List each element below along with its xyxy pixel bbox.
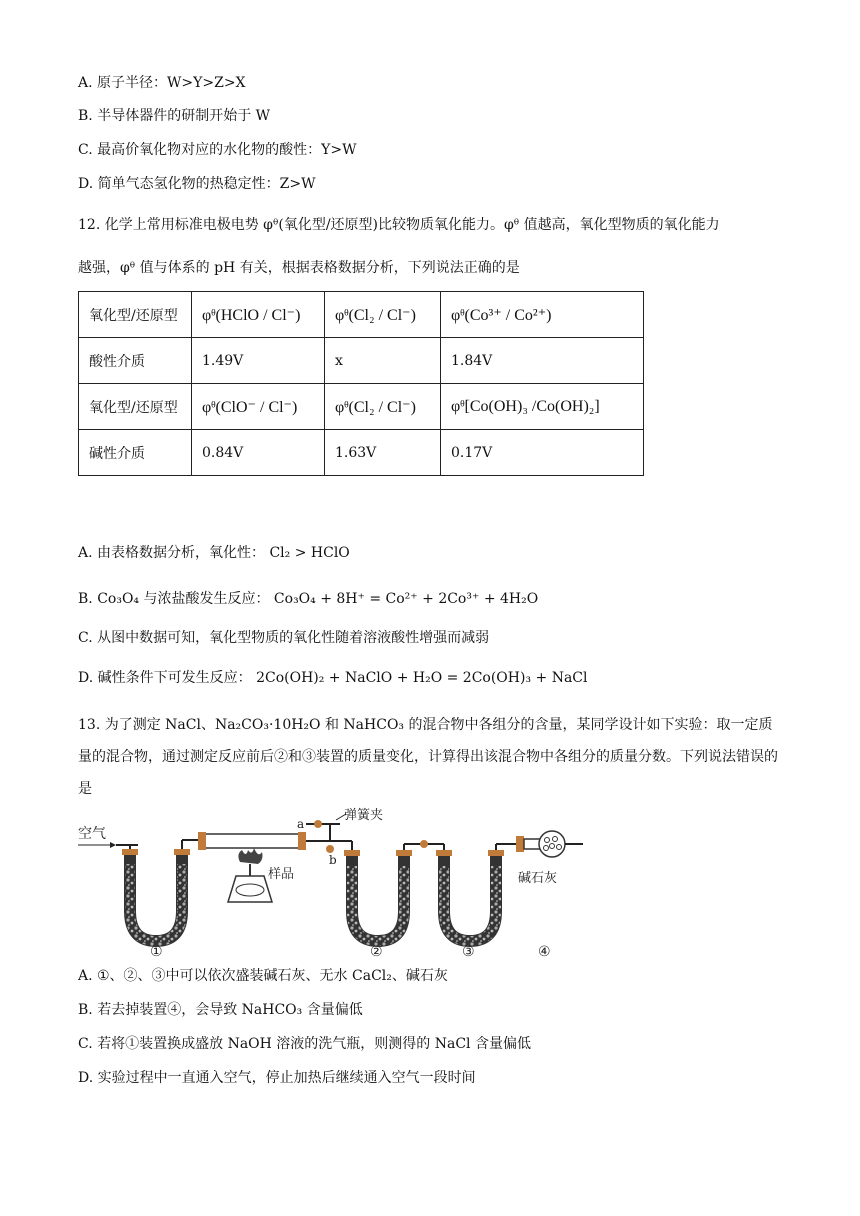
- q11-option-b: B. 半导体器件的研制开始于 W: [78, 108, 271, 124]
- q11-option-d: D. 简单气态氢化物的热稳定性：Z>W: [78, 176, 316, 192]
- table-cell: 0.84V: [192, 430, 325, 476]
- spring-clip: [306, 814, 346, 853]
- q13-option-a: A. ①、②、③中可以依次盛装碱石灰、无水 CaCl₂、碱石灰: [78, 968, 448, 984]
- q13-option-b: B. 若去掉装置④，会导致 NaHCO₃ 含量偏低: [78, 1002, 363, 1018]
- table-row: [79, 338, 644, 384]
- clip-label: 弹簧夹: [344, 808, 384, 823]
- q12-stem-line2: 越强，φᶿ 值与体系的 pH 有关，根据表格数据分析，下列说法正确的是: [78, 260, 520, 276]
- q12-option-a: A. 由表格数据分析，氧化性： Cl₂ > HClO: [78, 545, 350, 561]
- q13-option-d: D. 实验过程中一直通入空气，停止加热后继续通入空气一段时间: [78, 1070, 476, 1086]
- table-row: [79, 292, 644, 338]
- table-cell: 1.63V: [325, 430, 441, 476]
- unit-label-3: ③: [462, 944, 475, 958]
- sample-label: 样品: [268, 867, 295, 882]
- heated-tube: [198, 832, 330, 850]
- table-cell: 氧化型/还原型: [79, 292, 192, 338]
- q11-option-c: C. 最高价氧化物对应的水化物的酸性：Y>W: [78, 142, 357, 158]
- unit-label-4: ④: [538, 944, 551, 958]
- table-cell: 酸性介质: [79, 338, 192, 384]
- q12-option-d: D. 碱性条件下可发生反应： 2Co(OH)₂ + NaClO + H₂O = 2Co(OH)₃ + NaCl: [78, 670, 588, 686]
- table-cell: φᶿ(ClO⁻ / Cl⁻): [192, 384, 325, 430]
- alcohol-burner: [228, 848, 272, 902]
- u-tube-1: [122, 840, 202, 941]
- table-cell: 1.49V: [192, 338, 325, 384]
- unit-label-1: ①: [150, 944, 163, 958]
- table-cell: φᶿ(Co³⁺ / Co²⁺): [441, 292, 644, 338]
- arrow-head-icon: [110, 842, 116, 848]
- q13-option-c: C. 若将①装置换成盛放 NaOH 溶液的洗气瓶，则测得的 NaCl 含量偏低: [78, 1036, 531, 1052]
- table-cell: φᶿ(Cl₂ / Cl⁻): [325, 292, 441, 338]
- soda-lime-label: 碱石灰: [518, 871, 558, 886]
- a-label: a: [297, 817, 305, 831]
- q12-stem-line1: 12. 化学上常用标准电极电势 φᶿ(氧化型/还原型)比较物质氧化能力。φᶿ 值越高，氧化型物质的氧化能力: [78, 217, 720, 233]
- table-cell: 0.17V: [441, 430, 644, 476]
- table-cell: 1.84V: [441, 338, 644, 384]
- q11-option-a: A. 原子半径：W>Y>Z>X: [78, 75, 246, 91]
- apparatus-figure: [78, 806, 588, 958]
- unit-label-2: ②: [370, 944, 383, 958]
- drying-tube: [516, 831, 583, 857]
- q13-stem: 13. 为了测定 NaCl、Na₂CO₃·10H₂O 和 NaHCO₃ 的混合物中各组分的含量，某同学设计如下实验：取一定质量的混合物，通过测定反应前后②和③装置的质量变化，计算得出该混合物中各组分的质量分数。下列说法错误的是: [78, 717, 778, 797]
- table-cell: 氧化型/还原型: [79, 384, 192, 430]
- table-cell: x: [325, 338, 441, 384]
- q12-option-c: C. 从图中数据可知，氧化型物质的氧化性随着溶液酸性增强而减弱: [78, 630, 490, 646]
- table-row: [79, 430, 644, 476]
- u-tube-2: [344, 840, 444, 941]
- table-cell: 碱性介质: [79, 430, 192, 476]
- table-cell: φᶿ(HClO / Cl⁻): [192, 292, 325, 338]
- table-cell: φᶿ(Cl₂ / Cl⁻): [325, 384, 441, 430]
- table-cell: φᶿ[Co(OH)₃ /Co(OH)₂]: [441, 384, 644, 430]
- b-label: b: [329, 853, 337, 867]
- table-row: [79, 384, 644, 430]
- air-label: 空气: [78, 826, 106, 842]
- u-tube-3: [436, 844, 518, 941]
- q12-option-b: B. Co₃O₄ 与浓盐酸发生反应： Co₃O₄ + 8H⁺ = Co²⁺ + 2Co³⁺ + 4H₂O: [78, 591, 539, 607]
- potential-table: [78, 291, 644, 476]
